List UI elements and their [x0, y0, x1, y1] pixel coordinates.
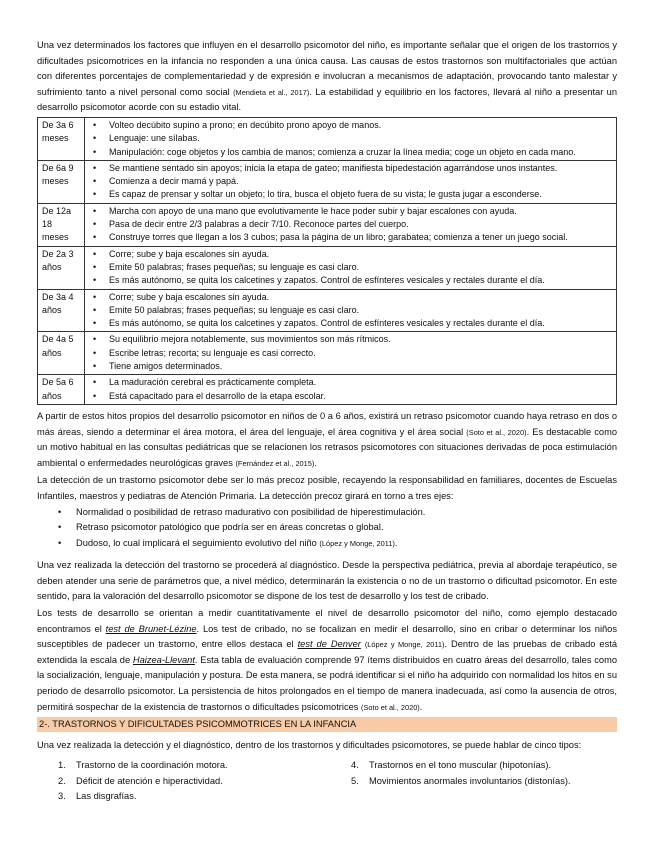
types-list-left [37, 758, 317, 805]
type-number: 5. [351, 775, 359, 786]
milestone-item-list [89, 205, 612, 245]
detection-axis-text: Dudoso, lo cual implicará el seguimiento evolutivo del niño [76, 537, 317, 548]
type-number: 1. [58, 760, 66, 770]
milestone-item-list [89, 162, 612, 202]
section-heading: 2-. TRASTORNOS Y DIFICULTADES PSICOMMOTRICES EN LA INFANCIA [37, 717, 617, 732]
diagnosis-paragraph [37, 558, 617, 605]
milestone-age: De 2a 3 años [38, 246, 85, 289]
type-item [37, 774, 317, 790]
tests-paragraph [37, 606, 617, 715]
denver-link[interactable]: test de Denver [297, 639, 361, 650]
milestone-row [38, 332, 617, 375]
milestone-items [85, 289, 617, 332]
milestone-age: De 6a 9 meses [38, 160, 85, 203]
detection-axis-item [37, 505, 617, 520]
milestone-item: • Escribe letras; recorta; su lenguaje es casi correcto. [89, 347, 612, 360]
type-item [37, 789, 317, 805]
retraso-text-end: . [314, 457, 317, 468]
section-intro-text: Una vez realizada la detección y el diagnóstico, dentro de los trastornos y dificultades psicomotores, se puede hablar de cinco tipos: [37, 740, 582, 750]
detection-axis-item [37, 536, 617, 551]
milestones-table [37, 117, 617, 405]
milestone-item: • Corre; sube y baja escalones sin ayuda. [89, 291, 612, 304]
milestone-item: • Manipulación: coge objetos y los cambia de manos; comienza a cruzar la línea media; coge un objeto en cada mano. [89, 146, 612, 159]
milestone-row [38, 203, 617, 246]
milestone-age: De 12a 18 meses [38, 203, 85, 246]
milestone-items [85, 203, 617, 246]
milestone-item-list [89, 119, 612, 159]
type-label: Trastornos en el tono muscular (hipotonías). [369, 760, 552, 770]
retraso-text-after: . Es destacable como un motivo habitual en las consultas pediátricas que se relacionen los retrasos psicomotores con situaciones derivadas de poca estimulación ambiental o enfermedades neurológicas graves [37, 426, 617, 468]
milestone-item: • Es más autónomo, se quita los calcetines y zapatos. Control de esfínteres vesicales y rectales durante el día. [89, 317, 612, 330]
type-item [330, 774, 610, 790]
milestone-item: • Es más autónomo, se quita los calcetines y zapatos. Control de esfínteres vesicales y rectales durante el día. [89, 274, 612, 287]
retraso-text: A partir de estos hitos propios del desarrollo psicomotor en niños de 0 a 6 años, existirá un retraso psicomotor cuando haya retraso en dos o más áreas, siendo a determinar el área motora, el área del lenguaje, el área cognitiva y el área social [37, 411, 617, 437]
tests-citation-2: (Soto et al., 2020) [361, 702, 420, 712]
type-label: Movimientos anormales involuntarios (distonías). [369, 775, 571, 786]
detection-axis-item [37, 520, 617, 535]
type-label: Las disgrafías. [76, 791, 137, 802]
tests-text-1: Los tests de desarrollo se orientan a medir cuantitativamente el nivel de desarrollo psicomotor del niño, como ejemplo destacado encontramos el [37, 608, 617, 634]
section-intro [37, 738, 617, 754]
milestone-item: • Pasa de decir entre 2/3 palabras a decir 7/10. Reconoce partes del cuerpo. [89, 218, 612, 231]
retraso-paragraph [37, 409, 617, 471]
milestone-items [85, 332, 617, 375]
tests-text-2: . Los test de cribado, no se focalizan en medir el desarrollo, sino en cribar o determinar los niños susceptibles de padecer un trastorno, entre ellos destaca el [37, 623, 617, 650]
milestone-item: • Marcha con apoyo de una mano que evolutivamente le hace poder subir y bajar escalones con ayuda. [89, 205, 612, 218]
detection-text: La detección de un trastorno psicomotor debe ser lo más precoz posible, recayendo la responsabilidad en familiares, docentes de Escuelas Infantiles, maestros y pediatras de Atención Primaria. La detección precoz girará en torno a tres ejes: [37, 475, 617, 501]
type-label: Déficit de atención e hiperactividad. [76, 775, 223, 786]
milestone-item-list [89, 291, 612, 331]
milestone-age: De 4a 5 años [38, 332, 85, 375]
milestone-item: • Está capacitado para el desarrollo de la etapa escolar. [89, 390, 612, 403]
tests-text-4: . Esta tabla de evaluación comprende 97 ítems distribuidos en cuatro áreas del desarrollo, tales como la socialización, lenguaje, manipulación y postura. De esta manera, se podrá identificar si el niño ha adquirido con normalidad los hitos en su periodo de desarrollo psicomotor. La persistencia de hitos prolongados en el tiempo de manera inadecuada, así como la ausencia de otros, permitirá sospechar de la existencia de trastornos o dificultades psicomotrices [37, 654, 618, 712]
milestone-item: • Comienza a decir mamá y papá. [89, 175, 612, 188]
milestone-row [38, 375, 617, 405]
intro-paragraph [37, 38, 617, 116]
type-label: Trastorno de la coordinación motora. [76, 760, 228, 770]
milestone-item: • Es capaz de prensar y soltar un objeto; lo tira, busca el objeto fuera de su vista; le gusta jugar a esconderse. [89, 188, 612, 201]
milestone-row [38, 160, 617, 203]
milestone-row [38, 118, 617, 161]
milestone-item: • La maduración cerebral es prácticamente completa. [89, 376, 612, 389]
tests-text-3: . Dentro de las pruebas de cribado está extendida la escala de [37, 639, 617, 665]
haizea-llevant-link[interactable]: Haizea-Llevant [132, 654, 195, 665]
milestone-age: De 3a 6 meses [38, 118, 85, 161]
type-number: 2. [58, 775, 66, 786]
milestone-item: • Corre; sube y baja escalones sin ayuda. [89, 248, 612, 261]
type-number: 4. [351, 760, 359, 770]
retraso-citation-2: (Fernández et al., 2015) [235, 458, 315, 468]
milestone-row [38, 289, 617, 332]
intro-citation: (Mendieta et al., 2017) [233, 87, 310, 97]
milestone-item: • Volteo decúbito supino a prono; en decúbito prono apoyo de manos. [89, 119, 612, 132]
detection-axes-list [37, 505, 617, 551]
milestone-items [85, 160, 617, 203]
milestone-item: • Construye torres que llegan a los 3 cubos; pasa la página de un libro; garabatea; comienza a tener un juego social. [89, 231, 612, 244]
type-number: 3. [58, 791, 66, 802]
tests-citation-1: (López y Monge, 2011) [364, 640, 445, 650]
milestone-items [85, 118, 617, 161]
milestone-item: • Su equilibrio mejora notablemente, sus movimientos son más rítmicos. [89, 333, 612, 346]
milestone-items [85, 246, 617, 289]
detection-axis-end: . [394, 537, 398, 548]
milestone-items [85, 375, 617, 405]
milestone-item: • Emite 50 palabras; frases pequeñas; su lenguaje es casi claro. [89, 304, 612, 317]
milestone-item-list [89, 333, 612, 373]
milestone-item-list [89, 248, 612, 288]
milestone-item: • Se mantiene sentado sin apoyos; inicia la etapa de gateo; manifiesta bipedestación agarrándose unos instantes. [89, 162, 612, 175]
intro-text-after: . La estabilidad y equilibrio en los factores, llevará al niño a presentar un desarrollo psicomotor acorde con su estadio vital. [37, 86, 618, 113]
types-list-right [330, 758, 610, 789]
milestone-item: • Tiene amigos determinados. [89, 360, 612, 373]
milestone-item: • Lenguaje: une sílabas. [89, 132, 612, 145]
detection-axis-citation: (López y Monge, 2011) [319, 538, 395, 548]
intro-text: Una vez determinados los factores que influyen en el desarrollo psicomotor del niño, es importante señalar que el origen de los trastornos y dificultades psicomotrices en la infancia no responden a una única causa. Las causas de estos trastornos son multifactoriales que actúan con diferentes porcentajes de complementariedad y de expresión e involucran a mecanismos de adaptación, provocando tanto malestar y sufrimiento tanto a nivel personal como social [37, 40, 617, 97]
diagnosis-text: Una vez realizada la detección del trastorno se procederá al diagnóstico. Desde la perspectiva pediátrica, previa al abordaje terapéutico, se deben atender una serie de parámetros que, a nivel médico, determinarán la existencia o no de un trastorno o dificultad psicomotor. En este sentido, para la valoración del desarrollo psicomotor se dispone de los test de desarrollo y los test de cribado. [37, 560, 617, 602]
tests-text-5: . [419, 701, 423, 712]
milestone-row [38, 246, 617, 289]
brunet-lezine-link[interactable]: test de Brunet-Lézine [105, 623, 197, 634]
milestone-age: De 5a 6 años [38, 375, 85, 405]
milestone-item: • Emite 50 palabras; frases pequeñas; su lenguaje es casi claro. [89, 261, 612, 274]
type-item [330, 758, 610, 774]
detection-axis-text: Normalidad o posibilidad de retraso madurativo con posibilidad de hiperestimulación. [76, 507, 426, 517]
milestone-age: De 3a 4 años [38, 289, 85, 332]
retraso-citation: (Soto et al., 2020) [466, 427, 527, 437]
detection-axis-text: Retraso psicomotor patológico que podría ser en áreas concretas o global. [76, 522, 384, 533]
type-item [37, 758, 317, 774]
detection-paragraph [37, 473, 617, 504]
milestone-item-list [89, 376, 612, 403]
